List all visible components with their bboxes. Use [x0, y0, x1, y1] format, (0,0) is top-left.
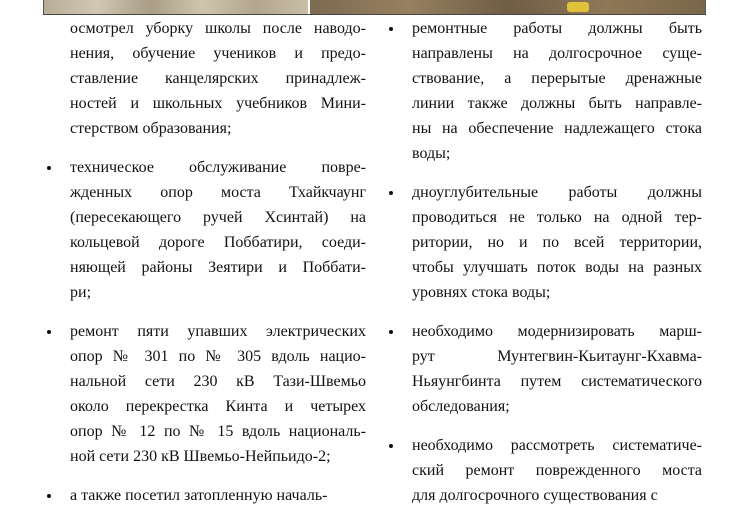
bullet-item — [380, 433, 702, 508]
text-line: направлены на долгосрочное суще- — [412, 45, 702, 62]
text-line: нальной сети 230 кВ Тази-Швемьо — [70, 373, 366, 390]
text-line: линии также должны быть направле- — [412, 95, 702, 112]
text-line: опор № 12 по № 15 вдоль нациoналь- — [70, 423, 366, 440]
continued-paragraph — [38, 16, 366, 141]
bullet-icon — [389, 330, 393, 334]
text-line: уровнях стока воды; — [412, 284, 551, 301]
bullet-item — [380, 319, 702, 419]
text-line: нения, обучение учеников и предо- — [70, 45, 366, 62]
text-line: около перекрестка Кинта и четырех — [70, 398, 366, 415]
text-line: чтобы улучшать поток воды на разных — [412, 259, 702, 276]
text-line: воды; — [412, 145, 451, 162]
text-line: ной сети 230 кВ Швемьо-Нейпьидо-2; — [70, 448, 331, 465]
left-column — [38, 16, 366, 522]
text-line: рут Мунтегвин-Кьитаунг-Кхавма- — [412, 348, 702, 365]
text-line: няющей районы Зеятири и Поббати- — [70, 259, 366, 276]
right-column — [380, 16, 702, 522]
text-line: а также посетил затопленную началь- — [70, 487, 328, 504]
text-line: проводиться не только на одной тер- — [412, 209, 702, 226]
bullet-icon — [47, 494, 51, 498]
text-line: необходимо модернизировать марш- — [412, 323, 702, 340]
bullet-icon — [389, 444, 393, 448]
yellow-object — [567, 2, 589, 12]
text-line: Ньяунгбинта путем систематического — [412, 373, 702, 390]
right-photo — [310, 0, 706, 14]
text-line: для долгосрочного существования с — [412, 487, 658, 504]
bullet-item — [380, 180, 702, 305]
bullet-item — [38, 319, 366, 469]
bullet-item — [380, 16, 702, 166]
text-line: жденных опор моста Тхайкчаунг — [70, 184, 366, 201]
left-photo — [43, 0, 308, 14]
text-line: ритории, но и по всей территории, — [412, 234, 702, 251]
bullet-item — [38, 483, 366, 508]
bullet-icon — [389, 191, 393, 195]
bullet-icon — [47, 166, 51, 170]
text-line: ремонт пяти упавших электрических — [70, 323, 366, 340]
bullet-item — [38, 155, 366, 305]
text-line: техническое обслуживание повре- — [70, 159, 366, 176]
text-line: ностей и школьных учебников Мини- — [70, 95, 366, 112]
text-line: кольцевой дороге Поббатири, соеди- — [70, 234, 366, 251]
text-line: ставление канцелярских принадлеж- — [70, 70, 366, 87]
photo-strip — [43, 0, 706, 15]
text-line: ский ремонт поврежденного моста — [412, 462, 702, 479]
text-line: опор № 301 по № 305 вдоль нацио- — [70, 348, 366, 365]
text-line: ремонтные работы должны быть — [412, 20, 702, 37]
text-line: ствование, а перерытые дренажные — [412, 70, 702, 87]
text-line: осмотрел уборку школы после наводо- — [70, 20, 366, 37]
bullet-icon — [47, 330, 51, 334]
text-line: ри; — [70, 284, 92, 301]
text-line: необходимо рассмотреть систематиче- — [412, 437, 702, 454]
text-line: стерством образования; — [70, 120, 232, 137]
text-line: дноуглубительные работы должны — [412, 184, 702, 201]
bullet-icon — [389, 27, 393, 31]
text-line: обследования; — [412, 398, 510, 415]
text-line: ны на обеспечение надлежащего стока — [412, 120, 702, 137]
text-line: (пересекающего ручей Хсинтай) на — [70, 209, 366, 226]
